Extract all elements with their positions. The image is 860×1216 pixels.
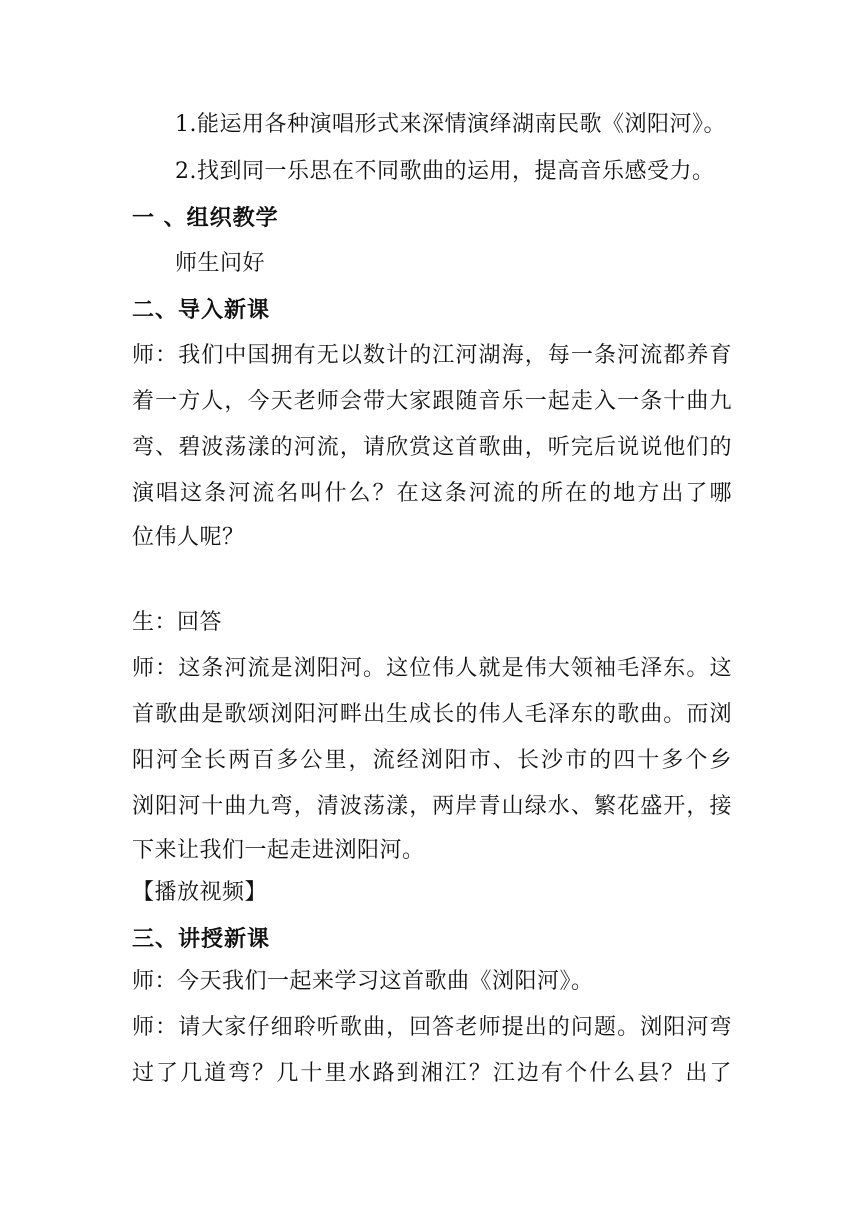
paragraph-line: 下来让我们一起走进浏阳河。 bbox=[132, 838, 425, 863]
section-heading-teach: 三、讲授新课 bbox=[132, 926, 271, 952]
play-video-note: 【播放视频】 bbox=[132, 880, 268, 905]
paragraph-line: 阳河全长两百多公里，流经浏阳市、长沙市的四十多个乡 bbox=[132, 748, 732, 773]
paragraph-line: 师：这条河流是浏阳河。这位伟人就是伟大领袖毛泽东。这 bbox=[132, 656, 732, 681]
paragraph-line: 师：我们中国拥有无以数计的江河湖海，每一条河流都养育 bbox=[132, 343, 732, 368]
paragraph-line: 师：今天我们一起来学习这首歌曲《浏阳河》。 bbox=[132, 969, 594, 994]
objective-1: 1.能运用各种演唱形式来深情演绎湖南民歌《浏阳河》。 bbox=[175, 112, 726, 137]
paragraph-line: 弯、碧波荡漾的河流，请欣赏这首歌曲，听完后说说他们的 bbox=[132, 435, 732, 460]
paragraph-line: 师：请大家仔细聆听歌曲，回答老师提出的问题。浏阳河弯 bbox=[132, 1015, 732, 1040]
section-heading-organize: 一 、组织教学 bbox=[132, 205, 279, 231]
paragraph-line: 演唱这条河流名叫什么？在这条河流的所在的地方出了哪 bbox=[132, 481, 732, 506]
objective-2: 2.找到同一乐思在不同歌曲的运用，提高音乐感受力。 bbox=[175, 159, 715, 184]
paragraph-line: 着一方人，今天老师会带大家跟随音乐一起走入一条十曲九 bbox=[132, 389, 732, 414]
greeting-text: 师生问好 bbox=[175, 251, 266, 276]
paragraph-line: 位伟人呢？ bbox=[132, 525, 245, 550]
paragraph-line: 浏阳河十曲九弯，清波荡漾，两岸青山绿水、繁花盛开，接 bbox=[132, 794, 732, 819]
section-heading-intro: 二、导入新课 bbox=[132, 297, 271, 323]
paragraph-line: 过了几道弯？几十里水路到湘江？江边有个什么县？出了 bbox=[132, 1061, 732, 1086]
paragraph-line: 首歌曲是歌颂浏阳河畔出生成长的伟人毛泽东的歌曲。而浏 bbox=[132, 702, 732, 727]
student-answer: 生：回答 bbox=[132, 610, 223, 635]
